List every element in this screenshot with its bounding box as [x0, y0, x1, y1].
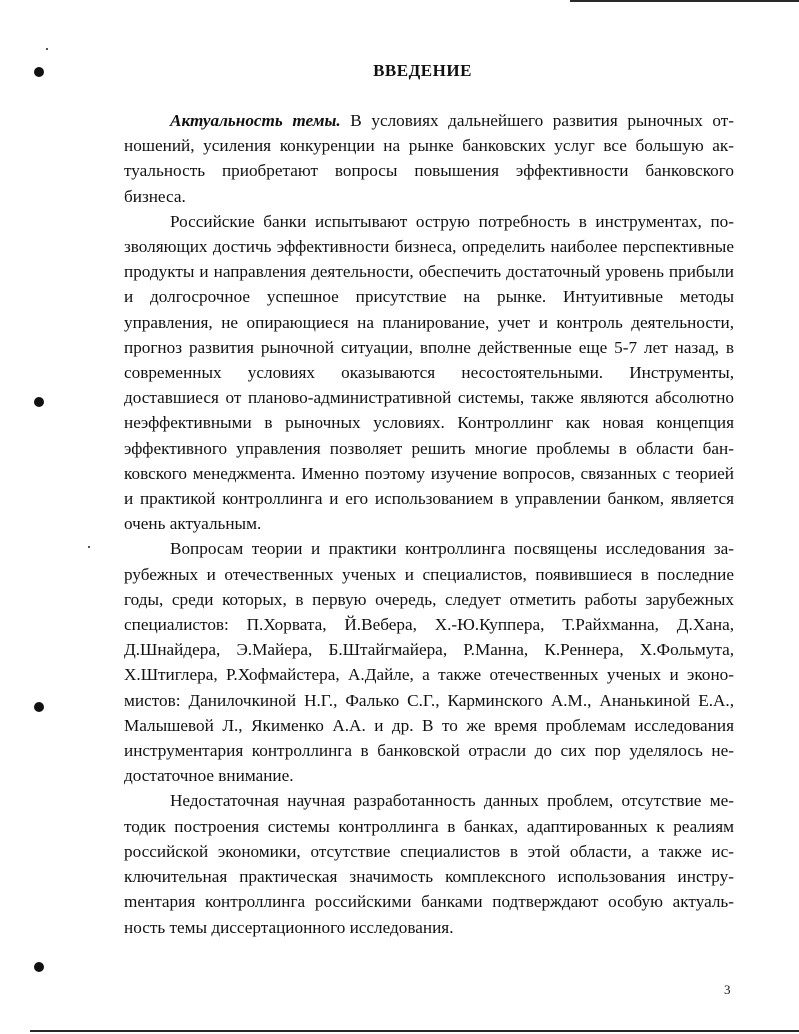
binder-hole-mark [34, 702, 44, 712]
binder-hole-mark [34, 67, 44, 77]
binder-hole-mark [34, 962, 44, 972]
page-number: 3 [724, 982, 731, 997]
paragraph-insufficient-study: Недостаточная научная разработанность данных проблем, отсутствие методик построения системы контроллинга в банках, адаптированных к реалиям российской экономики, отсутствие специалистов в этой области, а также исключительная практическая значимость комплексного использования инструmентария контроллинга российскими банками подтверждают особую актуальность темы диссертационного исследования. [124, 791, 734, 937]
paragraph-russian-banks: Российские банки испытывают острую потребность в инструментах, позволяющих достичь эффективности бизнеса, определить наиболее перспективные продукты и направления деятельности, обеспечить достаточный уровень прибыли и долгосрочное успешное присутствие на рынке. Интуитивные методы управления, не опирающиеся на планирование, учет и контроль деятельности, прогноз развития рыночной ситуации, вполне действенные еще 5-7 лет назад, в современных условиях оказываются несостоятельными. Инструменты, доставшиеся от планово-административной системы, также являются абсолютно неэффективными в рыночных условиях. Контроллинг как новая концепция эффективного управления позволяет решить многие проблемы в области банковского менеджмента. Именно поэтому изучение вопросов, связанных с теорией и практикой контроллинга и его использованием в управлении банком, является очень актуальным. [124, 211, 734, 534]
page-title: ВВЕДЕНИЕ [373, 61, 472, 80]
paragraph-relevance [124, 108, 734, 209]
document-body [124, 108, 734, 940]
scan-top-edge-line [570, 0, 799, 2]
paragraph-text: В условиях дальнейшего развития рыночных отношений, усиления конкуренции на рынке банковских услуг все большую актуальность приобретают вопросы повышения эффективности банковского бизнеса. [124, 111, 734, 206]
scan-speck [88, 546, 90, 548]
binder-hole-mark [34, 397, 44, 407]
scan-speck [46, 48, 48, 50]
scan-bottom-edge-line [30, 1030, 799, 1032]
paragraph-controlling-research: Вопросам теории и практики контроллинга посвящены исследования зарубежных и отечественных ученых и специалистов, появившиеся в последние годы, среди которых, в первую очередь, следует отметить работы зарубежных специалистов: П.Хорвата, Й.Вебера, Х.-Ю.Куппера, Т.Райхманна, Д.Хана, Д.Шнайдера, Э.Майера, Б.Штайгмайера, Р.Манна, К.Реннера, Х.Фольмута, Х.Штиглера, Р.Хофмайстера, А.Дайле, а также отечественных ученых и экономистов: Данилочкиной Н.Г., Фалько С.Г., Карминского А.М., Ананькиной Е.А., Малышевой Л., Якименко А.А. и др. В то же время проблемам исследования инструментария контроллинга в банковской отрасли до сих пор уделялось недостаточное внимание. [124, 539, 734, 786]
relevance-lead-label: Актуальность темы. [170, 111, 341, 130]
